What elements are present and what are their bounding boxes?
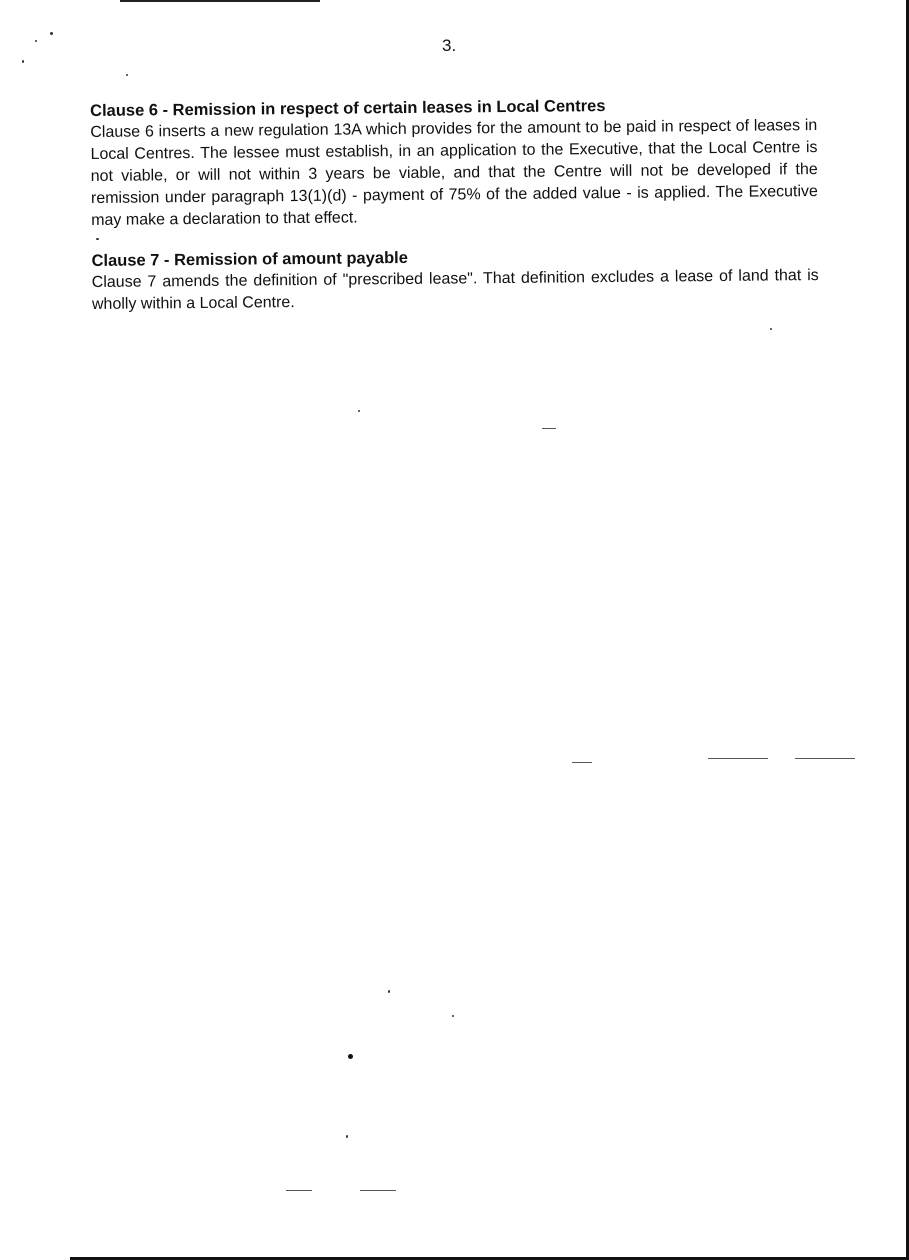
scan-dash	[572, 762, 592, 763]
scan-edge-top	[120, 0, 320, 2]
scan-dash	[795, 758, 855, 759]
page-number: 3.	[442, 36, 457, 55]
scan-dash	[708, 758, 768, 759]
scan-speck	[770, 328, 772, 330]
scan-speck	[50, 32, 53, 35]
scan-speck	[126, 74, 128, 76]
section-paragraph: Clause 7 amends the definition of "prescribed lease". That definition excludes a lease of land that is wholly within a Local Centre.	[91, 267, 819, 313]
scan-dash	[286, 1190, 312, 1191]
scan-speck	[388, 990, 390, 993]
scan-speck	[22, 60, 24, 63]
section-clause-7	[91, 243, 819, 316]
section-clause-6	[90, 93, 818, 232]
section-heading: Clause 7 - Remission of amount payable	[91, 248, 408, 270]
document-body	[90, 93, 819, 334]
scan-speck	[348, 1054, 353, 1059]
scan-speck	[346, 1135, 348, 1138]
scan-speck	[35, 40, 37, 42]
section-paragraph: Clause 6 inserts a new regulation 13A which provides for the amount to be paid in respect of leases in Local Centres. The lessee must establish, in an application to the Executive, that the Local Centre is not viable, or will not within 3 years be viable, and that the Centre will not be developed if the remission under paragraph 13(1)(d) - payment of 75% of the added value - is applied. The Executive may make a declaration to that effect.	[90, 117, 818, 229]
scan-dash	[360, 1190, 396, 1191]
scan-dash	[542, 428, 556, 429]
scan-speck	[96, 238, 99, 240]
scan-speck	[452, 1015, 454, 1017]
section-heading: Clause 6 - Remission in respect of certain leases in Local Centres	[90, 97, 606, 120]
scan-speck	[358, 410, 360, 412]
